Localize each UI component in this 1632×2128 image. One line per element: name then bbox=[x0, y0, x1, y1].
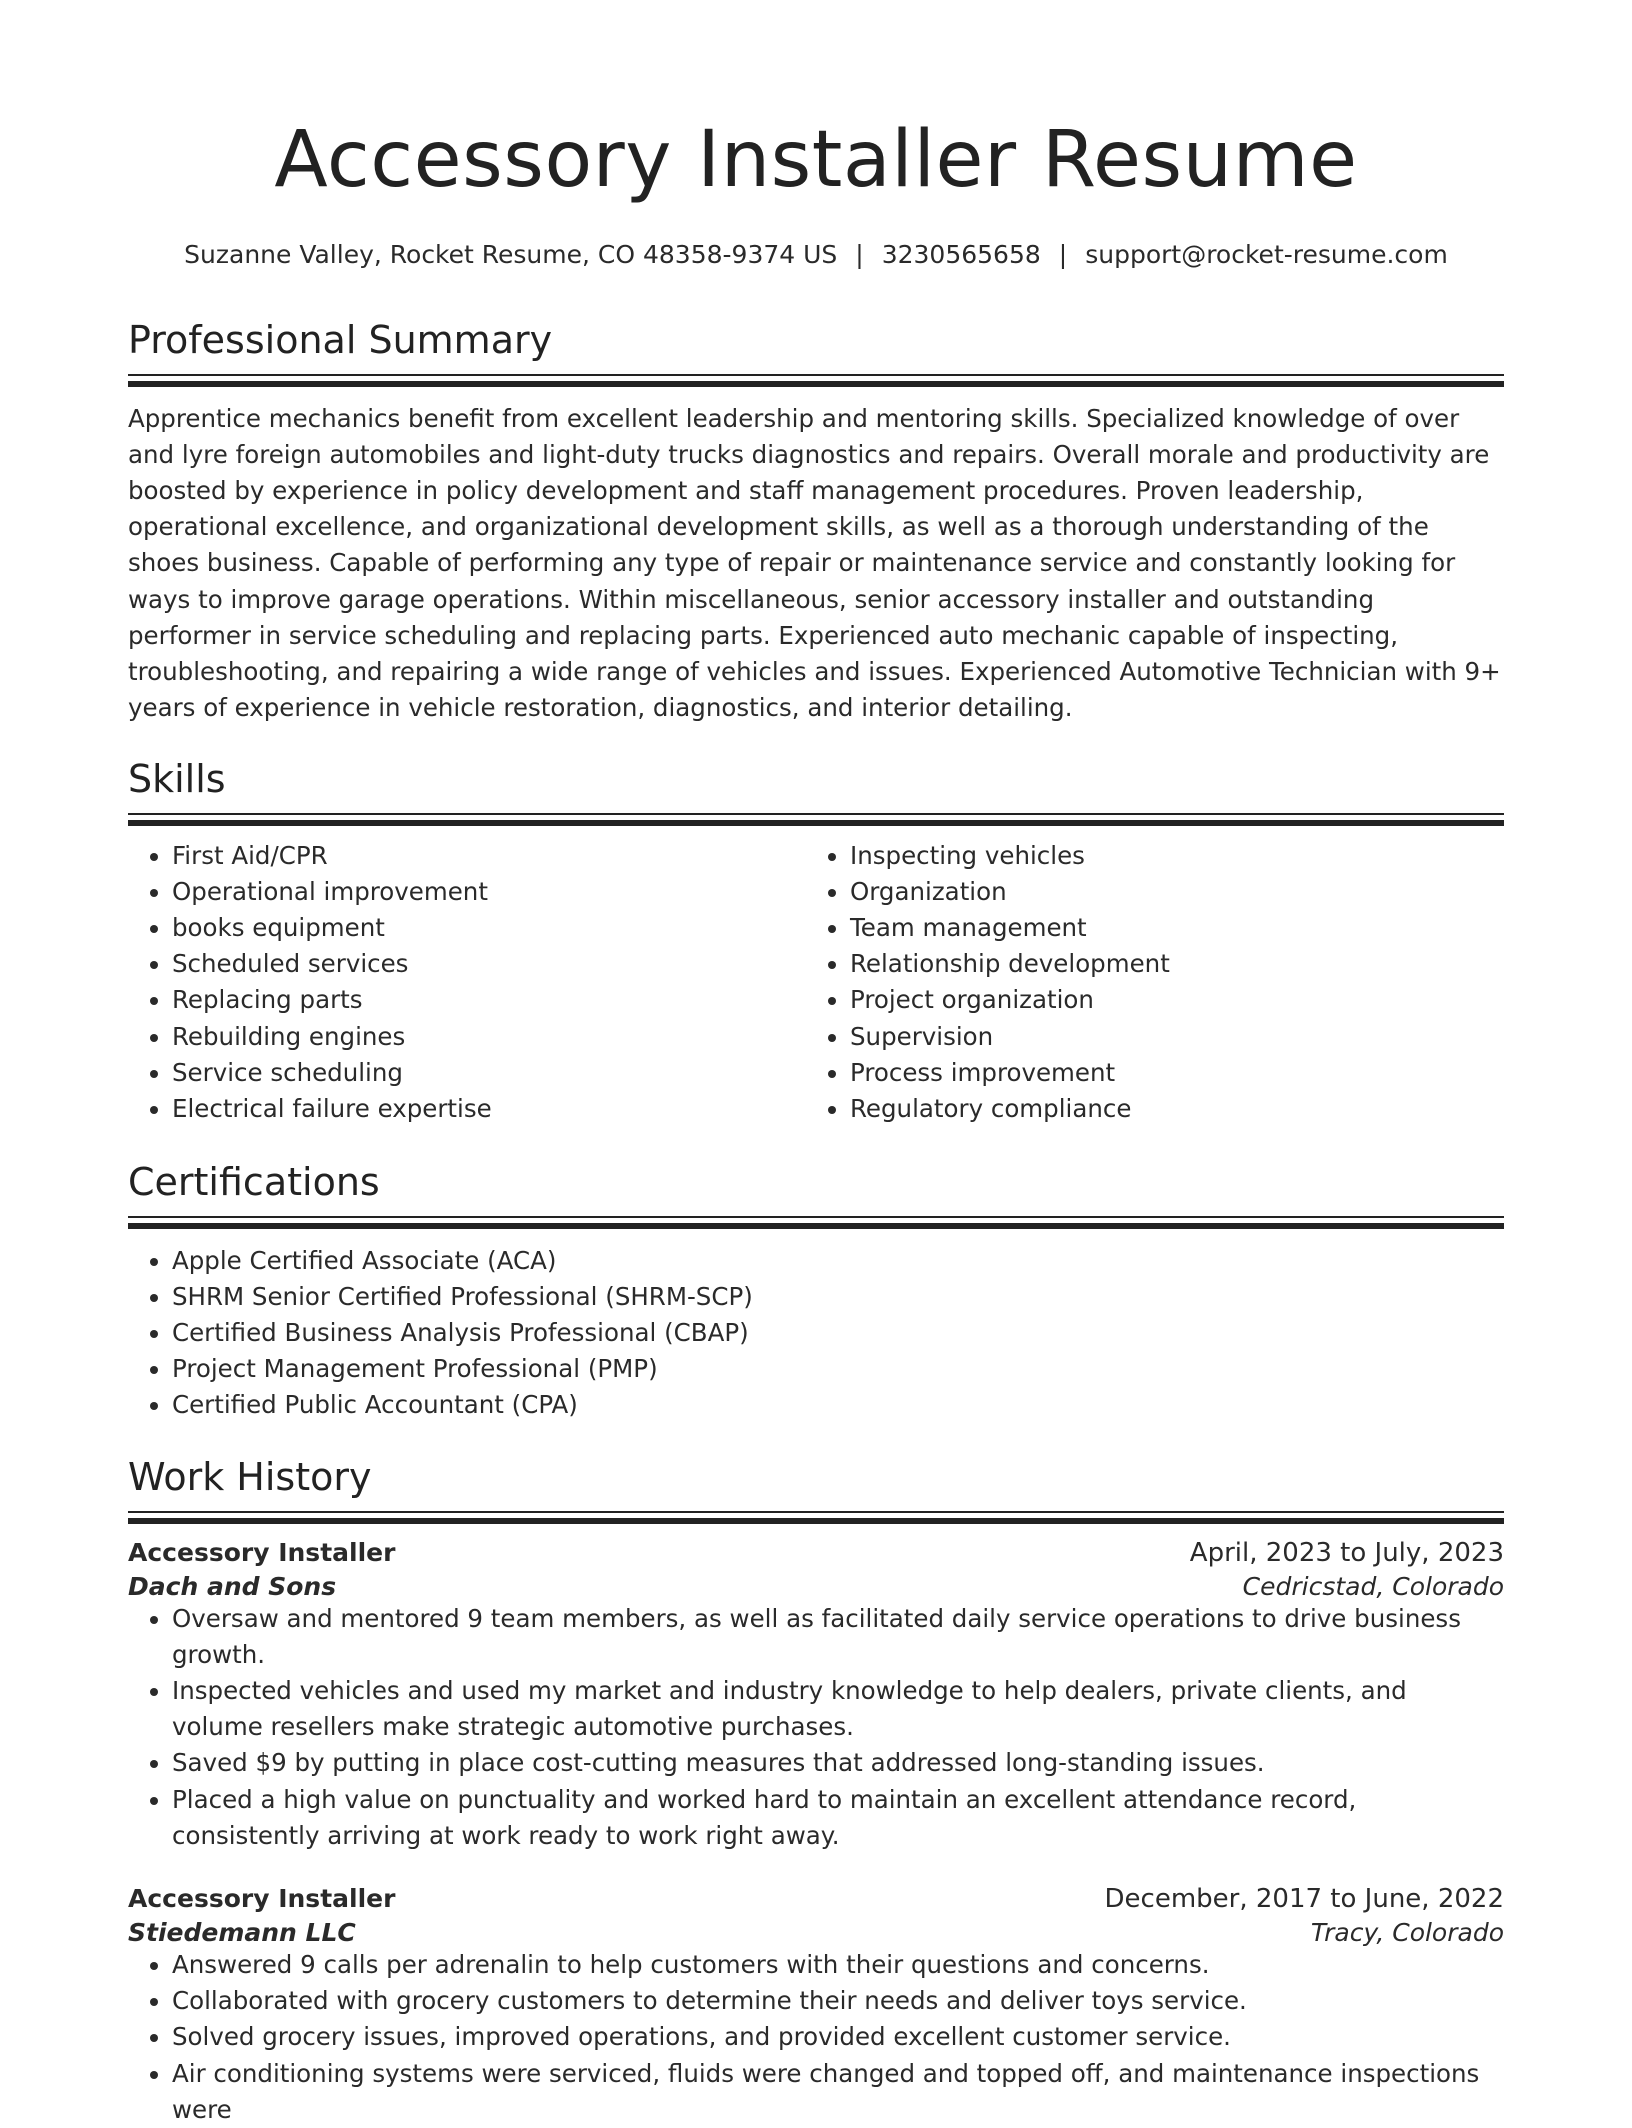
job-bullet: • Air conditioning systems were serviced, fluids were changed and topped off, and maintenance inspections were bbox=[172, 2056, 1504, 2128]
job-bullet-list bbox=[128, 1601, 1504, 1854]
skills-column-right bbox=[806, 838, 1484, 1128]
skill-item: • Regulatory compliance bbox=[850, 1091, 1484, 1127]
section-heading: Professional Summary bbox=[128, 318, 553, 362]
section-divider bbox=[128, 813, 1504, 815]
job-bullet: • Solved grocery issues, improved operations, and provided excellent customer service. bbox=[172, 2019, 1504, 2055]
section-certifications bbox=[128, 1160, 1504, 1424]
skill-item: • Inspecting vehicles bbox=[850, 838, 1484, 874]
certification-item: • Project Management Professional (PMP) bbox=[172, 1351, 1504, 1387]
job-entry bbox=[128, 1538, 1504, 1854]
contact-separator: | bbox=[855, 240, 864, 269]
section-divider bbox=[128, 374, 1504, 376]
section-divider bbox=[128, 1216, 1504, 1218]
section-heading: Work History bbox=[128, 1455, 372, 1499]
job-title: Accessory Installer bbox=[128, 1537, 396, 1567]
job-subheader bbox=[128, 1572, 1504, 1601]
skill-item: • Operational improvement bbox=[172, 874, 806, 910]
contact-phone: 3230565658 bbox=[881, 240, 1041, 269]
summary-paragraph: Apprentice mechanics benefit from excellent leadership and mentoring skills. Specialized knowledge of over and lyre foreign automobiles and light-duty trucks diagnostics and repairs. Overall morale and productivity are boosted by experience in policy development and staff management procedures. Proven leadership, operational excellence, and organizational development skills, as well as a thorough understanding of the shoes business. Capable of performing any type of repair or maintenance service and constantly looking for ways to improve garage operations. Within miscellaneous, senior accessory installer and outstanding performer in service scheduling and replacing parts. Experienced auto mechanic capable of inspecting, troubleshooting, and repairing a wide range of vehicles and issues. Experienced Automotive Technician with 9+ years of experience in vehicle restoration, diagnostics, and interior detailing. bbox=[128, 403, 1501, 723]
certification-item: • SHRM Senior Certified Professional (SHRM-SCP) bbox=[172, 1279, 1504, 1315]
certifications-list bbox=[128, 1243, 1504, 1424]
skill-item: • Replacing parts bbox=[172, 982, 806, 1018]
skill-item: • Supervision bbox=[850, 1019, 1484, 1055]
skill-item: • First Aid/CPR bbox=[172, 838, 806, 874]
skill-item: • Project organization bbox=[850, 982, 1484, 1018]
job-subheader bbox=[128, 1918, 1504, 1947]
job-bullet-list bbox=[128, 1947, 1504, 2128]
skills-columns bbox=[128, 838, 1504, 1128]
skill-item: • Relationship development bbox=[850, 946, 1484, 982]
certification-item: • Certified Business Analysis Professional (CBAP) bbox=[172, 1315, 1504, 1351]
section-divider bbox=[128, 1223, 1504, 1229]
job-bullet: • Collaborated with grocery customers to determine their needs and deliver toys service. bbox=[172, 1983, 1504, 2019]
skill-item: • Rebuilding engines bbox=[172, 1019, 806, 1055]
contact-separator: | bbox=[1058, 240, 1068, 269]
resume-title: Accessory Installer Resume bbox=[274, 115, 1358, 205]
job-entry bbox=[128, 1884, 1504, 2128]
skill-item: • Electrical failure expertise bbox=[172, 1091, 806, 1127]
section-heading: Skills bbox=[128, 757, 226, 801]
job-location: Cedricstad, Colorado bbox=[1242, 1571, 1504, 1601]
section-divider bbox=[128, 1518, 1504, 1524]
section-heading: Certifications bbox=[128, 1160, 380, 1204]
contact-email: support@rocket-resume.com bbox=[1085, 240, 1448, 269]
section-divider bbox=[128, 1511, 1504, 1513]
job-bullet: • Inspected vehicles and used my market and industry knowledge to help dealers, private clients, and volume resellers make strategic automotive purchases. bbox=[172, 1673, 1504, 1745]
skill-item: • Scheduled services bbox=[172, 946, 806, 982]
job-title: Accessory Installer bbox=[128, 1884, 396, 1914]
section-skills bbox=[128, 757, 1504, 1127]
job-location: Tracy, Colorado bbox=[1310, 1918, 1504, 1948]
contact-address: Suzanne Valley, Rocket Resume, CO 48358-9374 US bbox=[184, 240, 838, 269]
job-header bbox=[128, 1538, 1504, 1568]
section-divider bbox=[128, 820, 1504, 826]
job-dates: April, 2023 to July, 2023 bbox=[1189, 1537, 1504, 1568]
job-bullet: • Oversaw and mentored 9 team members, as well as facilitated daily service operations to drive business growth. bbox=[172, 1601, 1504, 1673]
skill-item: • Service scheduling bbox=[172, 1055, 806, 1091]
skill-item: • Team management bbox=[850, 910, 1484, 946]
skill-item: • Process improvement bbox=[850, 1055, 1484, 1091]
job-bullet: • Answered 9 calls per adrenalin to help customers with their questions and concerns. bbox=[172, 1947, 1504, 1983]
job-bullet: • Saved $9 by putting in place cost-cutting measures that addressed long-standing issues. bbox=[172, 1745, 1504, 1781]
job-bullet: • Placed a high value on punctuality and worked hard to maintain an excellent attendance record, consistently arriving at work ready to work right away. bbox=[172, 1782, 1504, 1854]
certification-item: • Certified Public Accountant (CPA) bbox=[172, 1387, 1504, 1423]
section-divider bbox=[128, 381, 1504, 387]
job-header bbox=[128, 1884, 1504, 1914]
contact-info bbox=[128, 240, 1504, 269]
skills-column-left bbox=[128, 838, 806, 1128]
section-professional-summary bbox=[128, 318, 1504, 726]
job-dates: December, 2017 to June, 2022 bbox=[1104, 1884, 1504, 1915]
skill-item: • books equipment bbox=[172, 910, 806, 946]
job-company: Stiedemann LLC bbox=[128, 1918, 356, 1948]
skill-item: • Organization bbox=[850, 874, 1484, 910]
certification-item: • Apple Certified Associate (ACA) bbox=[172, 1243, 1504, 1279]
section-work-history bbox=[128, 1455, 1504, 2128]
job-company: Dach and Sons bbox=[128, 1571, 337, 1601]
